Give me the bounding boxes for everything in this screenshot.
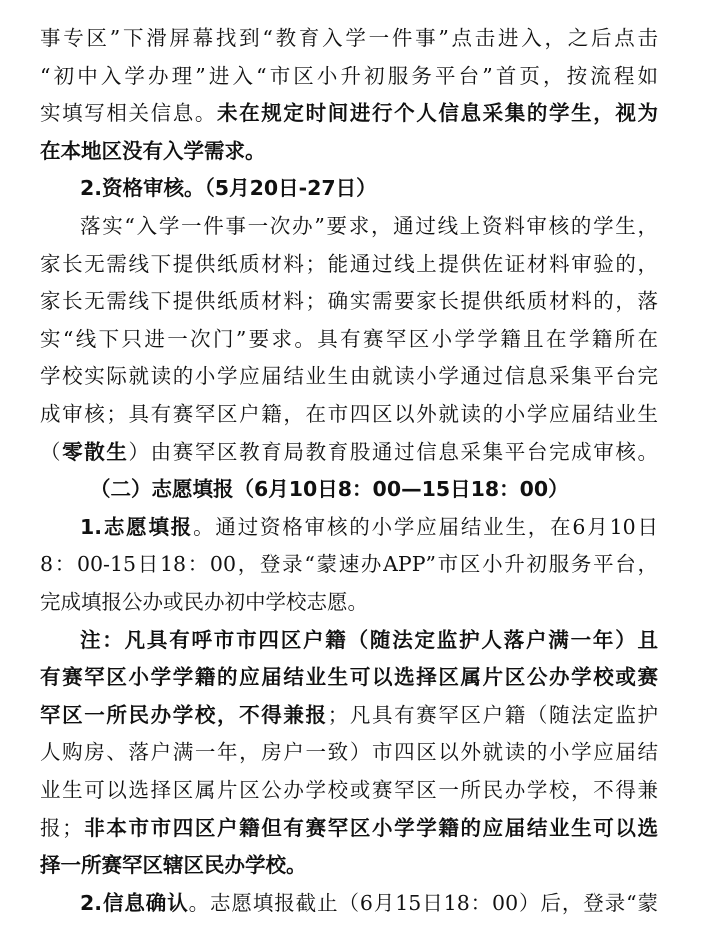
text-run: 家长无需线下提供纸质材料；确实需要家长提供纸质材料的，落 (40, 289, 658, 314)
text-run: 完成填报公办或民办初中学校志愿。 (40, 590, 368, 614)
text-run: 实填写相关信息。 (40, 101, 218, 126)
text-run: ；凡具有赛罕区户籍（随法定监护 (327, 702, 658, 727)
heading-text: 2.资格审核。（5月20日-27日） (80, 176, 377, 201)
bold-text-run: 罕区一所民办学校，不得兼报 (40, 702, 328, 727)
paragraph-line (80, 511, 658, 543)
bold-text-run: 未在规定时间进行个人信息采集的学生，视为 (217, 101, 658, 126)
text-run: 8：00-15日18：00，登录“蒙速办APP”市区小升初服务平台， (40, 552, 658, 577)
note-line (40, 774, 658, 806)
text-run: 学校实际就读的小学应届结业生由就读小学通过信息采集平台完 (40, 364, 658, 389)
text-run: （ (40, 439, 63, 464)
text-run: “初中入学办理”进入“市区小升初服务平台”首页，按流程如 (40, 63, 658, 88)
text-run: 报； (40, 815, 83, 840)
paragraph-line (40, 586, 658, 618)
text-run: 人购房、落户满一年，房户一致）市四区以外就读的小学应届结 (40, 740, 658, 765)
bold-text-run: 2.信息确认 (80, 890, 189, 915)
paragraph-line (40, 436, 658, 468)
text-run: 业生可以选择区属片区公办学校或赛罕区一所民办学校，不得兼 (40, 778, 658, 802)
note-line (40, 812, 658, 844)
note-line (40, 736, 658, 768)
paragraph-line (80, 210, 658, 242)
paragraph-line (40, 285, 658, 317)
text-run: 。志愿填报截止（6月15日18：00）后，登录“蒙 (188, 890, 658, 915)
note-line (40, 849, 658, 881)
text-run: 落实“入学一件事一次办”要求，通过线上资料审核的学生， (80, 214, 658, 238)
text-run: 成审核；具有赛罕区户籍，在市四区以外就读的小学应届结业生 (40, 402, 658, 426)
paragraph-line (80, 887, 658, 919)
section-heading (80, 172, 658, 204)
text-run: 。通过资格审核的小学应届结业生，在6月10日 (193, 514, 658, 539)
paragraph-line (40, 135, 658, 167)
bold-text-run: 在本地区没有入学需求。 (40, 138, 266, 163)
text-run: ）由赛罕区教育局教育股通过信息采集平台完成审核。 (128, 439, 658, 464)
section-heading (90, 473, 658, 505)
paragraph-line (40, 22, 658, 54)
note-line (40, 699, 658, 731)
bold-text-run: 零散生 (62, 439, 129, 464)
paragraph-line (40, 360, 658, 392)
text-run: 事专区”下滑屏幕找到“教育入学一件事”点击进入，之后点击 (40, 26, 658, 50)
paragraph-line (40, 398, 658, 430)
bold-text-run: 择一所赛罕区辖区民办学校。 (40, 853, 307, 878)
note-line (40, 661, 658, 693)
note-line (80, 624, 658, 656)
paragraph-line (40, 548, 658, 580)
paragraph-line (40, 60, 658, 92)
paragraph-line (40, 97, 658, 129)
bold-text-run: 注：凡具有呼市市四区户籍（随法定监护人落户满一年）且 (80, 627, 658, 652)
heading-text: （二）志愿填报（6月10日8：00—15日18：00） (90, 477, 569, 502)
paragraph-line (40, 248, 658, 280)
paragraph-line (40, 323, 658, 355)
bold-text-run: 1.志愿填报 (80, 514, 194, 539)
text-run: 实“线下只进一次门”要求。具有赛罕区小学学籍且在学籍所在 (40, 326, 658, 351)
bold-text-run: 有赛罕区小学学籍的应届结业生可以选择区属片区公办学校或赛 (40, 665, 658, 690)
text-run: 家长无需线下提供纸质材料；能通过线上提供佐证材料审验的， (40, 251, 658, 276)
bold-text-run: 非本市市四区户籍但有赛罕区小学学籍的应届结业生可以选 (82, 815, 658, 840)
